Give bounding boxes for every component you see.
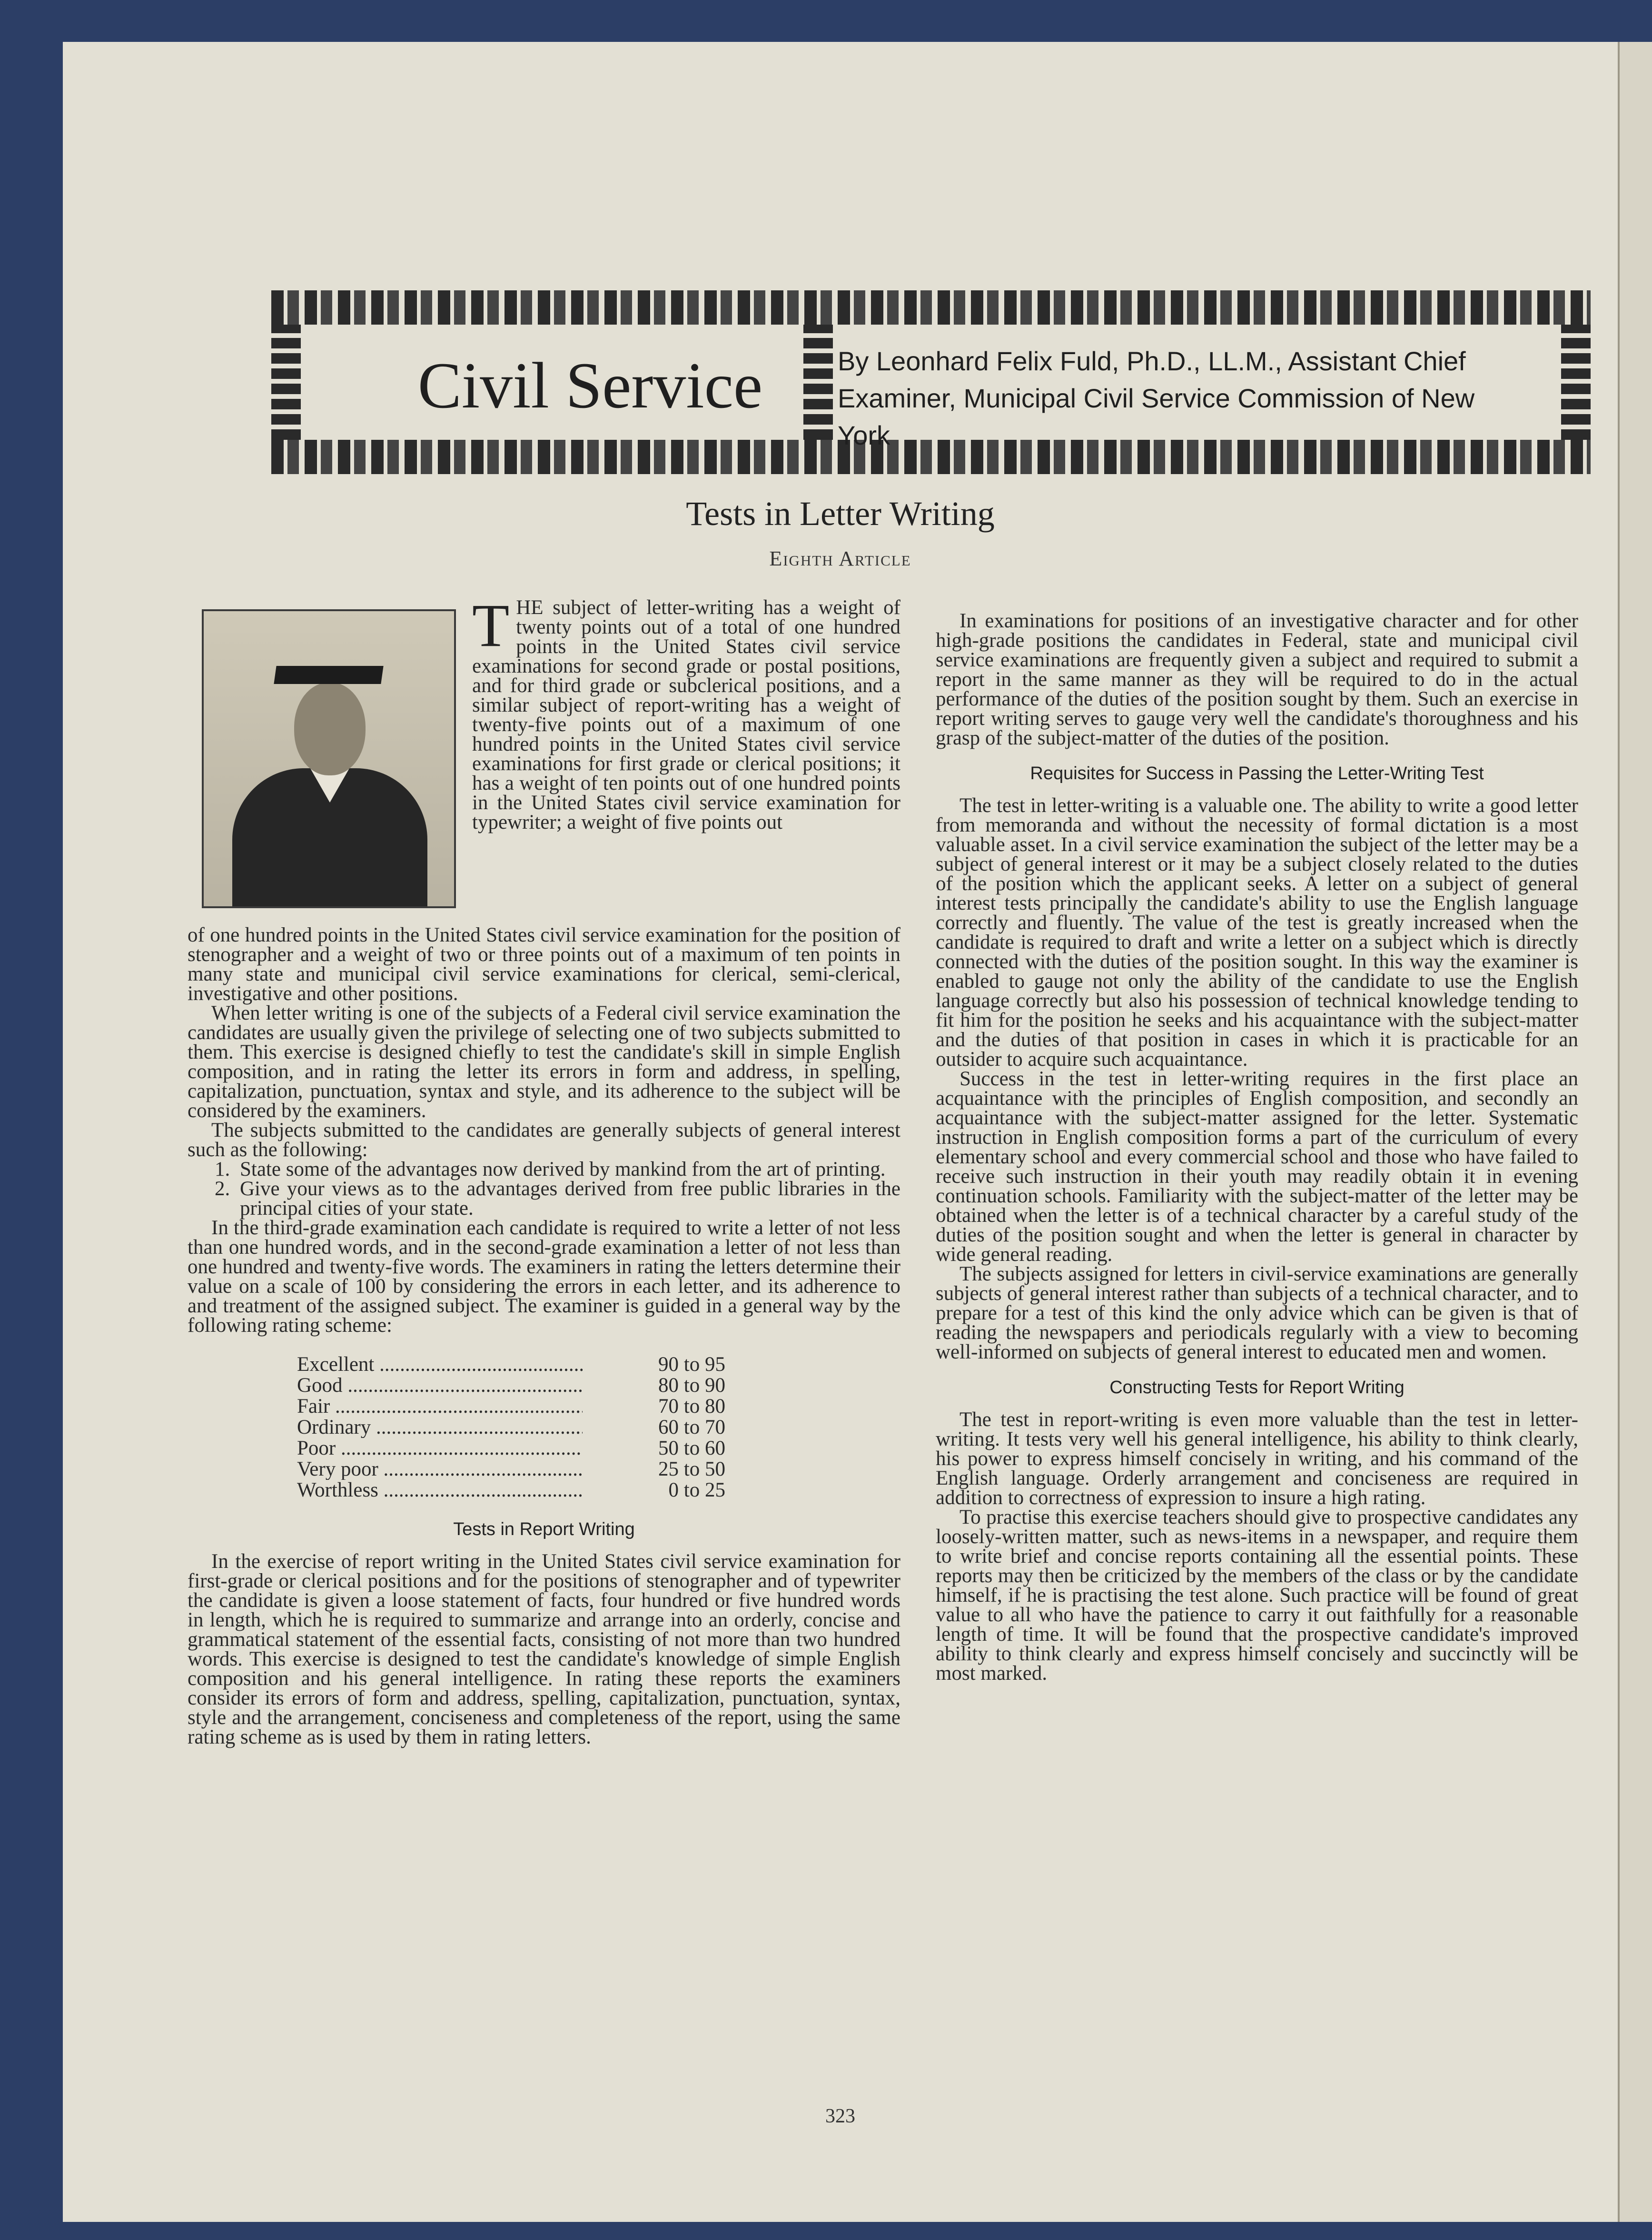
rating-label: Excellent ..... bbox=[297, 1354, 583, 1375]
section-heading: Tests in Report Writing bbox=[453, 1519, 635, 1539]
next-page-edge bbox=[1618, 42, 1652, 2222]
rating-row bbox=[297, 1459, 725, 1480]
paragraph: The subjects submitted to the candidates are generally subjects of general interest such as the following: bbox=[188, 1119, 900, 1161]
rating-range: 60 to 70 bbox=[658, 1416, 725, 1438]
section-banner bbox=[271, 290, 1591, 475]
section-heading: Constructing Tests for Report Writing bbox=[1109, 1378, 1405, 1398]
rating-range: 25 to 50 bbox=[658, 1458, 725, 1480]
author-portrait bbox=[202, 609, 456, 908]
paragraph: In the exercise of report writing in the United States civil service examination for first-grade or clerical positions and for the positions of stenographer and of typewriter the candidate is given a loose statement of facts, four hundred or five hundred words in length, which he is required to summarize and arrange into an orderly, concise and grammatical statement of the essential facts, consisting of not more than two hundred words. This exercise is designed to test the candidate's knowledge of simple English composition and his general intelligence. In rating these reports the examiners consider its errors of form and address, spelling, capitalization, punctuation, syntax, style and the arrangement, conciseness and completeness of the report, using the same rating scheme as is used by them in rating letters. bbox=[188, 1550, 900, 1748]
paragraph: In examinations for positions of an investigative character and for other high-grade positions the candidates in Federal, state and municipal civil service examinations are frequently given a subject and required to submit a report in the same manner as they will be required to do in the actual performance of the duties of the position sought by them. Such an exercise in report writing serves to gauge very well the candidate's thoroughness and his grasp of the subject-matter of the duties of the position. bbox=[936, 610, 1578, 749]
ornament-border-right bbox=[1561, 325, 1591, 440]
rating-range: 0 to 25 bbox=[668, 1479, 725, 1501]
section-heading: Requisites for Success in Passing the Letter-Writing Test bbox=[1030, 763, 1484, 783]
list-item: 1. State some of the advantages now derived by mankind from the art of printing. bbox=[235, 1160, 900, 1179]
rating-label: Worthless ..... bbox=[297, 1480, 583, 1501]
paragraph: In the third-grade examination each candidate is required to write a letter of not less than one hundred words, and in the second-grade examination a letter of not less than one hundred and twenty-five words. The examiners in rating the letters determine their value on a scale of 100 by considering the errors in each letter, and its adherence to and treatment of the assigned subject. The examiner is guided in a general way by the following rating scheme: bbox=[188, 1217, 900, 1337]
rating-range: 70 to 80 bbox=[658, 1395, 725, 1417]
ornament-border-top bbox=[271, 290, 1591, 325]
paragraph: The test in report-writing is even more valuable than the test in letter-writing. It tests very well his general intelligence, his ability to think clearly, his power to express himself concisely in writing, and his command of the English language. Orderly arrangement and conciseness are required in addition to correctness of expression to insure a high rating. bbox=[936, 1408, 1578, 1509]
rating-row bbox=[297, 1396, 725, 1417]
rating-scheme bbox=[297, 1354, 725, 1501]
rating-row bbox=[297, 1480, 725, 1501]
intro-paragraph bbox=[472, 592, 900, 833]
paragraph: Success in the test in letter-writing requires in the first place an acquaintance with the principles of English composition, and secondly an acquaintance with the subject-matter assigned for the letter. Systematic instruction in English composition forms a part of the curriculum of every elementary school and every commercial school and those who have failed to receive such instruction in their youth may readily obtain it in evening continuation schools. Familiarity with the subject-matter of the letter may be obtained when the letter is of a technical character by a careful study of the duties of the position sought and when the letter is general in character by wide general reading. bbox=[936, 1068, 1578, 1266]
paragraph: To practise this exercise teachers should give to prospective candidates any loosely-written matter, such as news-items in a newspaper, and require them to write brief and concise reports containing all the essential points. These reports may then be criticized by the members of the class or by the candidate himself, if he is practising the test alone. Such practice will be found of great value to all who have the patience to carry it out faithfully for a reasonable length of time. It will be found that the prospective candidate's improved ability to think clearly and express himself concisely and succinctly will be most marked. bbox=[936, 1506, 1578, 1685]
rating-label: Ordinary ..... bbox=[297, 1417, 583, 1438]
right-column bbox=[936, 611, 1578, 1683]
ornament-border-left bbox=[271, 325, 301, 440]
magazine-page bbox=[63, 42, 1618, 2222]
rating-label: Very poor ..... bbox=[297, 1459, 583, 1480]
article-title: Tests in Letter Writing bbox=[686, 495, 995, 533]
rating-label: Fair ..... bbox=[297, 1396, 583, 1417]
paragraph: of one hundred points in the United States civil service examination for the position of stenographer and a weight of two or three points out of a maximum of ten points in many state and municipal civil service examinations for clerical, semi-clerical, investigative and other positions. bbox=[188, 924, 900, 1005]
list-item: 2. Give your views as to the advantages derived from free public libraries in the principal cities of your state. bbox=[235, 1179, 900, 1218]
left-column bbox=[188, 925, 900, 1747]
rating-row bbox=[297, 1417, 725, 1438]
rating-label: Good ..... bbox=[297, 1375, 583, 1396]
rating-range: 80 to 90 bbox=[658, 1374, 725, 1397]
rating-range: 90 to 95 bbox=[658, 1353, 725, 1376]
page-number: 323 bbox=[825, 2105, 855, 2127]
paragraph: The subjects assigned for letters in civil-service examinations are generally subjects of general interest rather than subjects of a technical character, and to prepare for a test of this kind the only advice which can be given is that of reading the newspapers and periodicals regularly with a view to becoming well-informed on subjects of general interest to educated men and women. bbox=[936, 1263, 1578, 1363]
subject-list bbox=[188, 1160, 900, 1218]
author-byline: By Leonhard Felix Fuld, Ph.D., LL.M., Assistant Chief Examiner, Municipal Civil Service Commission of New York bbox=[838, 346, 1475, 450]
rating-label: Poor ..... bbox=[297, 1438, 583, 1459]
article-subtitle: Eighth Article bbox=[769, 547, 911, 570]
section-title: Civil Service bbox=[417, 349, 763, 422]
rating-row bbox=[297, 1375, 725, 1396]
intro-text: HE subject of letter-writing has a weight of twenty points out of a total of one hundred points in the United States civil service examinations for second grade or postal positions, and for third grade or subclerical positions, and a similar subject of report-writing has a weight of twenty-five points out of a maximum of one hundred points in the United States civil service examinations for first grade or clerical positions; it has a weight of ten points out of one hundred points in the United States civil service examination for typewriter; a weight of five points out bbox=[472, 596, 900, 833]
drop-cap: T bbox=[472, 592, 510, 659]
rating-row bbox=[297, 1438, 725, 1459]
rating-row bbox=[297, 1354, 725, 1375]
paragraph: When letter writing is one of the subjects of a Federal civil service examination the candidates are usually given the privilege of selecting one of two subjects submitted to them. This exercise is designed chiefly to test the candidate's skill in simple English composition, and in rating the letter its errors in form and address, in spelling, capitalization, punctuation, syntax and style, and its adherence to the subject will be considered by the examiners. bbox=[188, 1002, 900, 1122]
paragraph: The test in letter-writing is a valuable one. The ability to write a good letter from memoranda and without the necessity of formal dictation is a most valuable asset. In a civil service examination the subject of the letter may be a subject of general interest or it may be a subject closely related to the duties of the position which the applicant seeks. A letter on a subject of general interest tests principally the candidate's ability to use the English language correctly and fluently. The value of the test is greatly increased when the candidate is required to draft and write a letter on a subject which is directly connected with the duties of the position sought. In this way the examiner is enabled to gauge not only the ability of the candidate to use the English language correctly but also his possession of technical knowledge tending to fit him for the position he seeks and his acquaintance with the subject-matter and the duties of that position in cases in which it is practicable for an outsider to acquire such acquaintance. bbox=[936, 794, 1578, 1070]
rating-range: 50 to 60 bbox=[658, 1437, 725, 1459]
